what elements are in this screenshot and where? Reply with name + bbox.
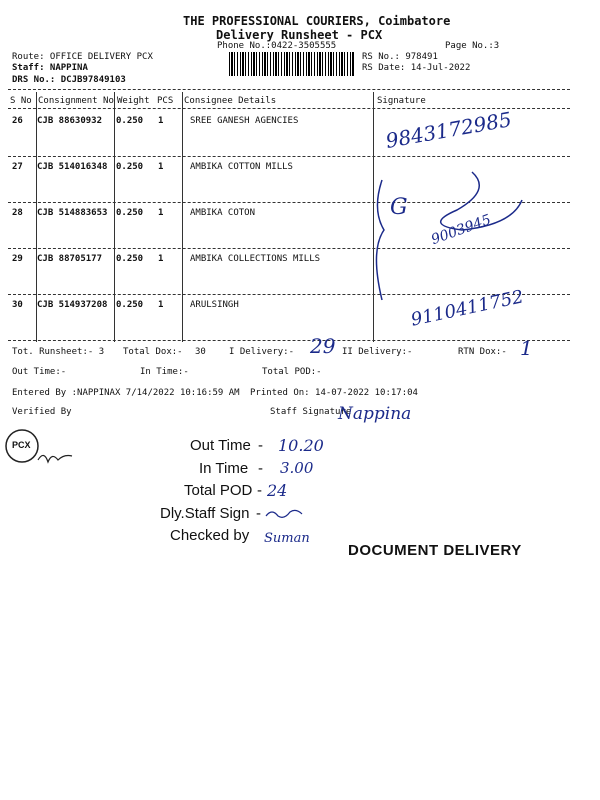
col-signature: Signature	[377, 96, 426, 106]
row-pcs: 1	[158, 254, 164, 264]
stamp-dly-staff-sign: Dly.Staff Sign	[160, 505, 250, 522]
stamp-checked-by: Checked by	[170, 527, 250, 544]
row-consignee: AMBIKA COTON	[190, 208, 256, 218]
row-consignment: CJB 514883653	[37, 208, 108, 218]
row-sno: 27	[12, 162, 23, 172]
stamp-out-time-handwritten: 10.20	[278, 436, 324, 455]
row-consignee: SREE GANESH AGENCIES	[190, 116, 299, 126]
row-rule	[8, 156, 570, 157]
row-consignee: ARULSINGH	[190, 300, 239, 310]
signature-row-30: 9110411752	[409, 286, 526, 331]
handwritten-brace-signature	[362, 170, 562, 310]
i-delivery-handwritten: 29	[310, 334, 336, 358]
rs-date: RS Date: 14-Jul-2022	[362, 63, 471, 73]
row-weight: 0.250	[116, 254, 144, 264]
total-dox-value: 30	[195, 347, 206, 357]
stamp-total-pod: Total POD	[184, 482, 253, 499]
row-sno: 29	[12, 254, 23, 264]
stamp-out-time: Out Time	[190, 437, 251, 454]
row-pcs: 1	[158, 300, 164, 310]
row-pcs: 1	[158, 208, 164, 218]
phone-number: Phone No.:0422-3505555	[217, 41, 337, 51]
row-consignment: CJB 88630932	[37, 116, 103, 126]
row-consignee: AMBIKA COTTON MILLS	[190, 162, 293, 172]
page-number: Page No.:3	[445, 41, 500, 51]
rs-number: RS No.: 978491	[362, 52, 438, 62]
seal-text: PCX	[12, 440, 31, 450]
row-sno: 30	[12, 300, 23, 310]
row-consignee: AMBIKA COLLECTIONS MILLS	[190, 254, 321, 264]
row-consignment: CJB 88705177	[37, 254, 103, 264]
row-weight: 0.250	[116, 116, 144, 126]
row-sno: 26	[12, 116, 23, 126]
col-divider	[114, 92, 115, 342]
rtn-dox-handwritten: 1	[520, 336, 533, 360]
seal-scribble	[36, 448, 76, 468]
total-dox-label: Total Dox:-	[123, 347, 183, 357]
col-consignee: Consignee Details	[184, 96, 277, 106]
out-time-label: Out Time:-	[12, 367, 67, 377]
row-weight: 0.250	[116, 162, 144, 172]
document-delivery-stamp: DOCUMENT DELIVERY	[348, 542, 522, 559]
signature-row-26: 9843172985	[383, 107, 514, 153]
stamp-total-pod-handwritten: 24	[267, 481, 288, 500]
row-pcs: 1	[158, 116, 164, 126]
i-delivery-label: I Delivery:-	[229, 347, 295, 357]
signature-row-28-phone: 9003945	[429, 211, 494, 249]
staff-signature-label: Staff Signature	[270, 407, 352, 417]
staff-label: Staff: NAPPINA	[12, 63, 88, 73]
col-weight: Weight	[117, 96, 150, 106]
row-pcs: 1	[158, 162, 164, 172]
signature-row-28: G	[390, 195, 408, 220]
table-bottom-rule	[8, 340, 570, 341]
in-time-label: In Time:-	[140, 367, 189, 377]
company-title: THE PROFESSIONAL COURIERS, Coimbatore	[183, 14, 451, 28]
row-weight: 0.250	[116, 208, 144, 218]
table-top-rule	[8, 89, 570, 90]
checked-by-handwritten: Suman	[264, 531, 310, 546]
runsheet-subtitle: Delivery Runsheet - PCX	[216, 28, 383, 42]
row-consignment: CJB 514937208	[37, 300, 108, 310]
col-consignment: Consignment No	[38, 96, 114, 106]
staff-signature-handwritten: Nappina	[338, 404, 412, 424]
total-pod-label: Total POD:-	[262, 367, 322, 377]
dly-sign-scribble	[264, 506, 304, 522]
drs-number: DRS No.: DCJB97849103	[12, 75, 126, 85]
col-pcs: PCS	[157, 96, 174, 106]
route-label: Route: OFFICE DELIVERY PCX	[12, 52, 153, 62]
verified-by: Verified By	[12, 407, 72, 417]
rtn-dox-label: RTN Dox:-	[458, 347, 507, 357]
col-divider	[182, 92, 183, 342]
stamp-in-time-handwritten: 3.00	[280, 459, 314, 477]
barcode	[229, 52, 355, 76]
ii-delivery-label: II Delivery:-	[342, 347, 413, 357]
total-runsheet: Tot. Runsheet:- 3	[12, 347, 105, 357]
stamp-in-time: In Time	[199, 460, 249, 477]
col-sno: S No	[10, 96, 32, 106]
row-weight: 0.250	[116, 300, 144, 310]
row-consignment: CJB 514016348	[37, 162, 108, 172]
header-rule	[8, 108, 570, 109]
entered-by: Entered By :NAPPINAX 7/14/2022 10:16:59 AM	[12, 388, 240, 398]
row-sno: 28	[12, 208, 23, 218]
printed-on: Printed On: 14-07-2022 10:17:04	[250, 388, 418, 398]
